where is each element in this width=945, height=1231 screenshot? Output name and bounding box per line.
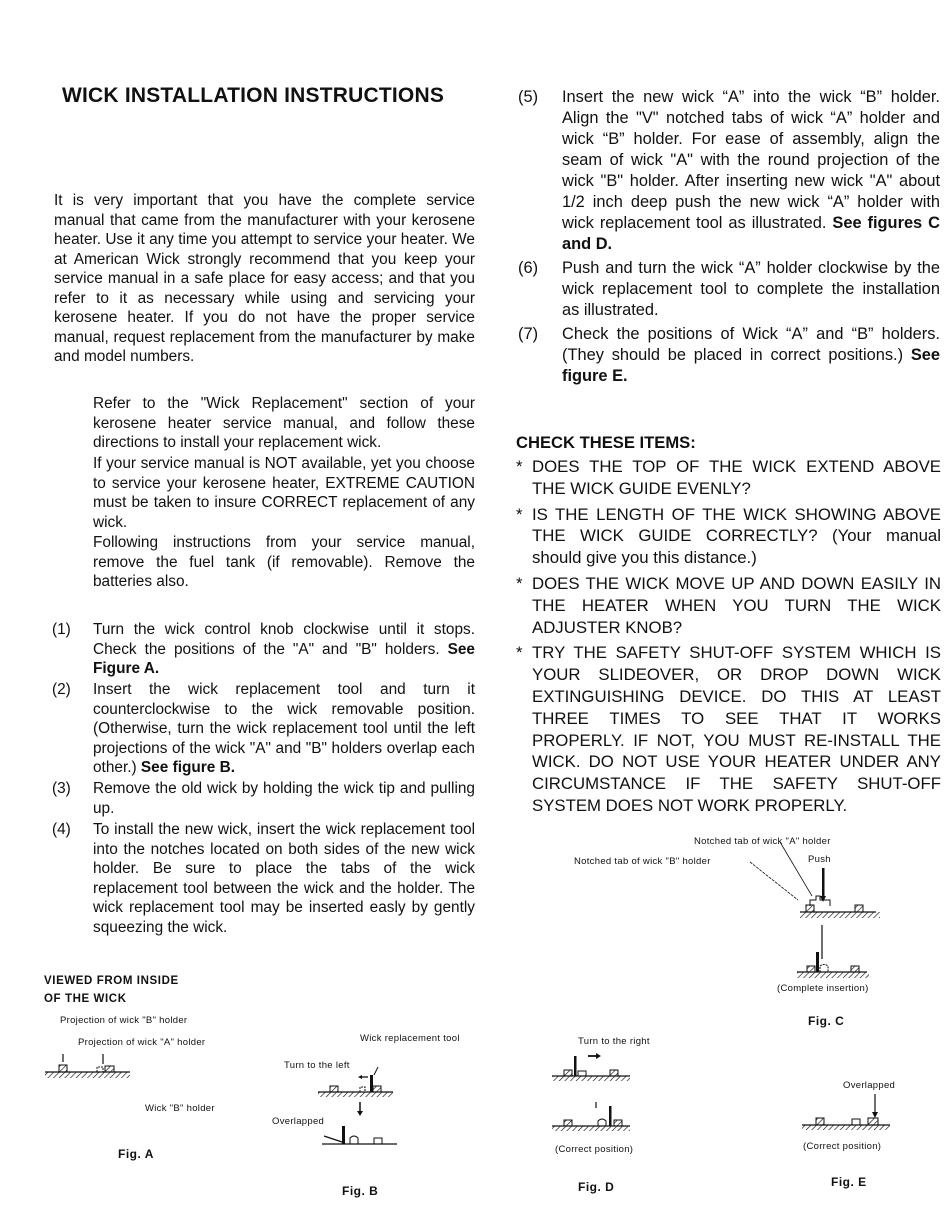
fig-b-diagram-top bbox=[318, 1065, 398, 1105]
step-number: (3) bbox=[52, 780, 71, 797]
fig-a-label-projection-a: Projection of wick "A" holder bbox=[78, 1037, 206, 1048]
fig-c-label-tab-a: Notched tab of wick "A" holder bbox=[694, 836, 831, 847]
page-title: WICK INSTALLATION INSTRUCTIONS bbox=[62, 84, 445, 107]
bullet-asterisk: * bbox=[516, 457, 523, 476]
fig-b-caption: Fig. B bbox=[342, 1184, 379, 1198]
fig-a-diagram bbox=[45, 1052, 135, 1082]
step-number: (6) bbox=[518, 259, 539, 277]
step-text: Remove the old wick by holding the wick tip and pulling up. bbox=[93, 780, 475, 817]
fig-b-diagram-bottom bbox=[322, 1124, 402, 1150]
fig-b-arrow-down bbox=[356, 1102, 364, 1116]
fig-e-diagram bbox=[802, 1094, 892, 1134]
fig-c-label-tab-b: Notched tab of wick "B" holder bbox=[574, 856, 711, 867]
step-number: (4) bbox=[52, 821, 71, 838]
note-remove-fuel-tank: Following instructions from your service manual, remove the fuel tank (if removable). Remove the batteries also. bbox=[93, 534, 475, 590]
step-number: (5) bbox=[518, 88, 539, 106]
fig-c-diagram-bottom bbox=[795, 952, 875, 982]
fig-c-diagram-top bbox=[750, 860, 880, 930]
fig-d-label-correct: (Correct position) bbox=[555, 1144, 634, 1155]
note-refer-service-manual: Refer to the "Wick Replacement" section of your kerosene heater service manual, and follow these directions to install your replacement wick. bbox=[93, 395, 475, 451]
step-number: (7) bbox=[518, 325, 539, 343]
intro-paragraph: It is very important that you have the complete service manual that came from the manufacturer with your kerosene heater. Use it any time you attempt to service your heater. We at American Wick strongly recommend that you keep your service manual in a safe place for easy access; and that you refer to it as necessary while using and servicing your kerosene heater. If you do not have the proper service manual, request replacement from the manufacturer by make and model numbers. bbox=[54, 192, 475, 365]
check-item: * TRY THE SAFETY SHUT-OFF SYSTEM WHICH IS YOUR SLIDEOVER, OR DROP DOWN WICK EXTINGUISHING DEVICE. DO THIS AT LEAST THREE TIMES TO SEE THAT IT WORKS PROPERLY. IF NOT, YOU MUST RE-INSTALL THE WICK. DO NOT USE YOUR HEATER UNDER ANY CIRCUMSTANCE IF THE SAFETY SHUT-OFF SYSTEM DOES NOT WORK PROPERLY. bbox=[516, 643, 941, 815]
check-item: * IS THE LENGTH OF THE WICK SHOWING ABOVE THE WICK GUIDE CORRECTLY? (Your manual should give you this distance.) bbox=[516, 504, 941, 568]
step-text: To install the new wick, insert the wick replacement tool into the notches located on both sides of the new wick holder. Be sure to place the tabs of the wick replacement tool between the wick and the holder. The wick replacement tool may be inserted easly by gently squeezing the wick. bbox=[93, 821, 475, 936]
check-item: * DOES THE WICK MOVE UP AND DOWN EASILY IN THE HEATER WHEN YOU TURN THE WICK ADJUSTER KNOB? bbox=[516, 573, 941, 637]
bullet-asterisk: * bbox=[516, 504, 523, 524]
fig-e-caption: Fig. E bbox=[831, 1175, 867, 1189]
step-text: Push and turn the wick “A” holder clockwise by the wick replacement tool to complete the installation as illustrated. bbox=[562, 259, 940, 319]
figure-reference: See Figure A. bbox=[93, 640, 475, 677]
check-items-list bbox=[516, 456, 941, 821]
figure-reference: See figure E. bbox=[562, 346, 940, 385]
step-text: Turn the wick control knob clockwise until it stops. Check the positions of the "A" and "B" holders. See Figure A. bbox=[93, 621, 475, 677]
step-number: (2) bbox=[52, 681, 71, 698]
fig-a-label-projection-b: Projection of wick "B" holder bbox=[60, 1015, 188, 1026]
figures-heading: VIEWED FROM INSIDE OF THE WICK bbox=[44, 975, 179, 1005]
fig-c-caption: Fig. C bbox=[808, 1014, 845, 1028]
fig-c-label-complete: (Complete insertion) bbox=[777, 983, 869, 994]
fig-d-diagram-bottom bbox=[552, 1100, 642, 1134]
fig-e-label-correct: (Correct position) bbox=[803, 1141, 882, 1152]
fig-b-label-overlapped: Overlapped bbox=[272, 1116, 325, 1127]
step-text: Insert the wick replacement tool and turn it counterclockwise to the wick removable position. (Otherwise, turn the wick replacement tool until the left projections of the wick "A" and "B" holders overlap each other.) See figure B. bbox=[93, 681, 475, 776]
figure-reference: See figures C and D. bbox=[562, 214, 940, 253]
figure-reference: See figure B. bbox=[140, 759, 236, 776]
check-item: * DOES THE TOP OF THE WICK EXTEND ABOVE THE WICK GUIDE EVENLY? bbox=[516, 457, 941, 498]
bullet-asterisk: * bbox=[516, 573, 523, 593]
step-number: (1) bbox=[52, 621, 71, 638]
fig-e-label-overlapped: Overlapped bbox=[843, 1080, 896, 1091]
fig-d-diagram-top bbox=[552, 1048, 642, 1084]
fig-d-caption: Fig. D bbox=[578, 1180, 615, 1194]
fig-a-label-holder-b: Wick "B" holder bbox=[145, 1103, 215, 1114]
bullet-asterisk: * bbox=[516, 643, 523, 663]
fig-b-label-turn-left: Turn to the left bbox=[284, 1060, 350, 1071]
step-text: Insert the new wick “A” into the wick “B” holder. Align the "V" notched tabs of wick “A” holder and wick “B” holder. For ease of assembly, align the seam of wick "A" with the round projection of the wick "B" holder. After inserting new wick "A" about 1/2 inch deep push the new wick “A” holder with wick replacement tool as illustrated. See figures C and D. bbox=[562, 88, 940, 253]
fig-a-caption: Fig. A bbox=[118, 1147, 154, 1161]
note-extreme-caution: If your service manual is NOT available, yet you choose to service your kerosene heater, EXTREME CAUTION must be taken to insure CORRECT replacement of any wick. bbox=[93, 455, 475, 531]
check-items-heading: CHECK THESE ITEMS: bbox=[516, 433, 696, 452]
step-text: Check the positions of Wick “A” and “B” holders. (They should be placed in correct positions.) See figure E. bbox=[562, 325, 940, 385]
fig-d-label-turn-right: Turn to the right bbox=[578, 1036, 650, 1047]
fig-b-label-tool: Wick replacement tool bbox=[360, 1033, 460, 1044]
fig-c-label-push: Push bbox=[808, 854, 831, 865]
